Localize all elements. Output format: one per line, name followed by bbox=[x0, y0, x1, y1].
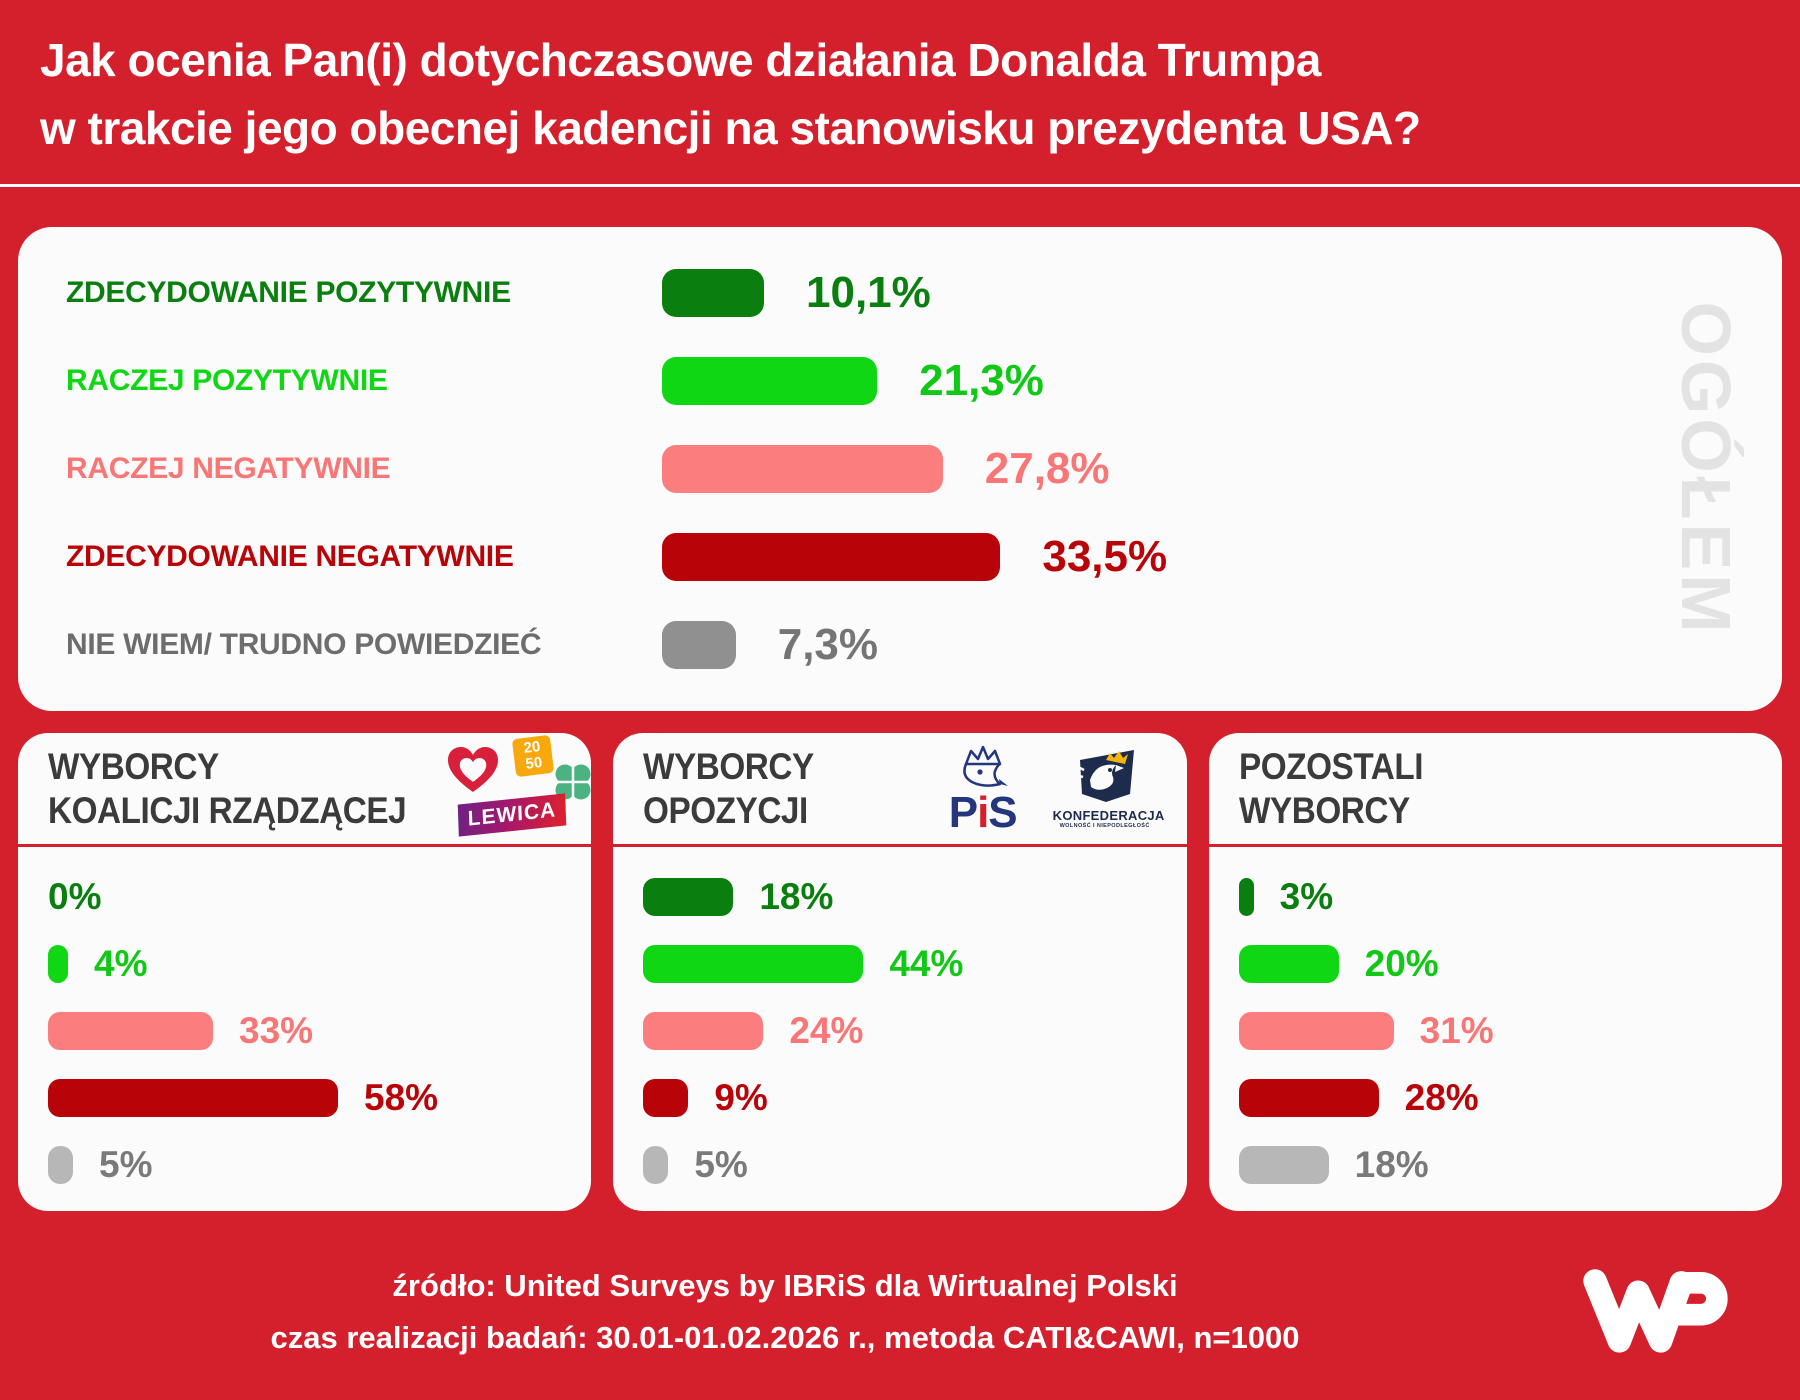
result-value: 5% bbox=[694, 1143, 748, 1185]
overall-row bbox=[18, 249, 1782, 337]
result-value: 10,1% bbox=[806, 268, 931, 317]
pis-wordmark bbox=[948, 788, 1017, 837]
result-value: 0% bbox=[48, 875, 102, 917]
card-body bbox=[613, 847, 1186, 1198]
group-row bbox=[48, 1064, 591, 1131]
result-value: 5% bbox=[99, 1143, 153, 1185]
card-title-line-1: WYBORCY bbox=[48, 745, 219, 787]
result-bar bbox=[48, 1146, 73, 1184]
opposition-logos bbox=[948, 744, 1165, 837]
answer-label: ZDECYDOWANIE POZYTYWNIE bbox=[66, 276, 511, 309]
overall-row bbox=[18, 337, 1782, 425]
overall-row bbox=[18, 425, 1782, 513]
result-bar bbox=[48, 1079, 338, 1117]
coalition-logos bbox=[446, 737, 591, 841]
group-row bbox=[48, 863, 591, 930]
group-row bbox=[48, 1131, 591, 1198]
result-bar bbox=[48, 945, 68, 983]
answer-label: NIE WIEM/ TRUDNO POWIEDZIEĆ bbox=[66, 628, 542, 661]
p2050-line-1: 20 bbox=[522, 737, 542, 757]
group-row bbox=[48, 930, 591, 997]
overall-row bbox=[18, 601, 1782, 689]
group-row bbox=[643, 1131, 1186, 1198]
pis-logo bbox=[948, 744, 1017, 837]
result-value: 58% bbox=[364, 1076, 439, 1118]
pis-eagle-icon bbox=[950, 744, 1016, 788]
result-value: 33% bbox=[239, 1009, 314, 1051]
lewica-label: LEWICA bbox=[467, 797, 557, 831]
group-row bbox=[1239, 1064, 1782, 1131]
card-title-line-2: KOALICJI RZĄDZĄCEJ bbox=[48, 789, 407, 831]
group-row bbox=[48, 997, 591, 1064]
result-bar bbox=[643, 945, 863, 983]
group-row bbox=[643, 930, 1186, 997]
card-body bbox=[1209, 847, 1782, 1198]
result-value: 18% bbox=[759, 875, 834, 917]
result-bar bbox=[1239, 1012, 1394, 1050]
result-bar bbox=[662, 621, 736, 669]
pis-letter-i: i bbox=[977, 788, 989, 837]
overall-row bbox=[18, 513, 1782, 601]
card-body bbox=[18, 847, 591, 1198]
result-bar bbox=[662, 445, 943, 493]
wp-logo bbox=[1580, 1258, 1730, 1362]
konfederacja-wordmark: KONFEDERACJA bbox=[1052, 807, 1165, 823]
result-value: 24% bbox=[789, 1009, 864, 1051]
lewica-banner bbox=[458, 793, 567, 836]
konfederacja-subtitle: WOLNOŚĆ I NIEPODLEGŁOŚĆ bbox=[1059, 822, 1150, 829]
title-divider bbox=[0, 184, 1800, 187]
card-title-line-2: OPOZYCJI bbox=[643, 789, 809, 831]
answer-label: ZDECYDOWANIE NEGATYWNIE bbox=[66, 540, 514, 573]
title-line-2: w trakcie jego obecnej kadencji na stanowisku prezydenta USA? bbox=[40, 102, 1421, 154]
result-bar bbox=[643, 1012, 763, 1050]
group-row bbox=[643, 997, 1186, 1064]
result-value: 33,5% bbox=[1042, 532, 1168, 581]
pis-letter-s: S bbox=[988, 788, 1017, 837]
konfederacja-logo bbox=[1052, 748, 1165, 830]
result-value: 18% bbox=[1354, 1143, 1429, 1185]
group-row bbox=[1239, 997, 1782, 1064]
group-row bbox=[643, 863, 1186, 930]
result-bar bbox=[48, 1012, 213, 1050]
group-row bbox=[1239, 1131, 1782, 1198]
result-bar bbox=[1239, 945, 1339, 983]
page-title bbox=[40, 26, 1421, 162]
overall-results-card bbox=[18, 227, 1782, 711]
card-title-line-2: WYBORCY bbox=[1238, 789, 1410, 831]
result-value: 44% bbox=[889, 942, 964, 984]
source-line: źródło: United Surveys by IBRiS dla Wirtualnej Polski bbox=[392, 1268, 1178, 1303]
result-bar bbox=[662, 357, 877, 405]
card-coalition-voters bbox=[18, 733, 591, 1211]
result-bar bbox=[1239, 878, 1254, 916]
card-header bbox=[613, 733, 1186, 847]
result-value: 21,3% bbox=[919, 356, 1044, 405]
group-cards bbox=[18, 733, 1782, 1211]
card-title-line-1: WYBORCY bbox=[643, 745, 815, 787]
card-header bbox=[1209, 733, 1782, 847]
card-opposition-voters bbox=[613, 733, 1186, 1211]
result-bar bbox=[643, 1079, 688, 1117]
polska-2050-icon bbox=[512, 734, 554, 776]
card-title bbox=[48, 745, 406, 833]
result-value: 28% bbox=[1404, 1076, 1479, 1118]
result-value: 3% bbox=[1279, 875, 1334, 917]
result-value: 31% bbox=[1419, 1009, 1494, 1051]
method-line: czas realizacji badań: 30.01-01.02.2026 r., metoda CATI&CAWI, n=1000 bbox=[270, 1320, 1300, 1355]
result-value: 20% bbox=[1364, 942, 1439, 984]
card-title-line-1: POZOSTALI bbox=[1238, 745, 1423, 787]
result-value: 27,8% bbox=[984, 444, 1110, 493]
result-value: 4% bbox=[94, 942, 148, 984]
answer-label: RACZEJ NEGATYWNIE bbox=[66, 452, 391, 485]
ko-heart-icon bbox=[446, 745, 500, 795]
p2050-line-2: 50 bbox=[524, 753, 544, 773]
result-value: 9% bbox=[714, 1076, 768, 1118]
result-value: 7,3% bbox=[777, 620, 879, 669]
overall-watermark: OGÓŁEM bbox=[1667, 301, 1745, 637]
group-row bbox=[1239, 930, 1782, 997]
result-bar bbox=[662, 533, 1000, 581]
title-line-1: Jak ocenia Pan(i) dotychczasowe działania Donalda Trumpa bbox=[40, 34, 1321, 86]
card-header bbox=[18, 733, 591, 847]
group-row bbox=[1239, 863, 1782, 930]
result-bar bbox=[1239, 1079, 1379, 1117]
konfederacja-eagle-icon bbox=[1072, 748, 1138, 804]
footer bbox=[0, 1268, 1570, 1372]
card-title bbox=[1239, 745, 1423, 833]
answer-label: RACZEJ POZYTYWNIE bbox=[66, 364, 388, 397]
result-bar bbox=[643, 1146, 668, 1184]
card-title bbox=[643, 745, 814, 833]
result-bar bbox=[662, 269, 764, 317]
group-row bbox=[643, 1064, 1186, 1131]
result-bar bbox=[1239, 1146, 1329, 1184]
result-bar bbox=[643, 878, 733, 916]
card-remaining-voters bbox=[1209, 733, 1782, 1211]
pis-letter-p: P bbox=[948, 788, 978, 837]
